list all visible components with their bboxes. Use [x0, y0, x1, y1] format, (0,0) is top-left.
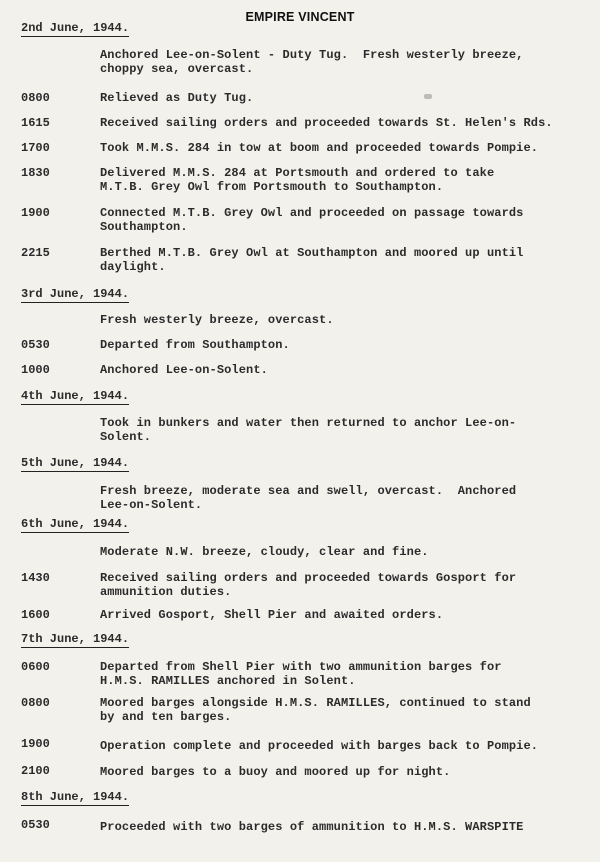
date-heading: 2nd June, 1944. — [21, 21, 130, 35]
log-entry-text: Arrived Gosport, Shell Pier and awaited orders. — [100, 608, 444, 622]
log-entry-text: Operation complete and proceeded with barges back to Pompie. — [100, 739, 539, 753]
log-entry-text: Took M.M.S. 284 in tow at boom and proceeded towards Pompie. — [100, 141, 539, 155]
log-entry-text: Departed from Southampton. — [100, 338, 290, 352]
log-entry-text: Delivered M.M.S. 284 at Portsmouth and ordered to take M.T.B. Grey Owl from Portsmouth to Southampton. — [100, 166, 495, 194]
date-heading: 6th June, 1944. — [21, 517, 130, 531]
log-entry-time: 1900 — [21, 206, 50, 220]
log-entry-time: 0600 — [21, 660, 50, 674]
log-entry-text: Fresh breeze, moderate sea and swell, overcast. Anchored Lee-on-Solent. — [100, 484, 517, 512]
log-entry-text: Relieved as Duty Tug. — [100, 91, 254, 105]
log-entry-time: 0800 — [21, 696, 50, 710]
date-heading: 5th June, 1944. — [21, 456, 130, 470]
log-entry-text: Departed from Shell Pier with two ammunition barges for H.M.S. RAMILLES anchored in Solent. — [100, 660, 502, 688]
log-entry-time: 0530 — [21, 818, 50, 832]
log-entry-time: 1615 — [21, 116, 50, 130]
log-entry-text: Fresh westerly breeze, overcast. — [100, 313, 334, 327]
paper-speck — [424, 94, 432, 99]
log-entry-text: Proceeded with two barges of ammunition to H.M.S. WARSPITE — [100, 820, 524, 834]
log-entry-time: 1600 — [21, 608, 50, 622]
log-entry-text: Connected M.T.B. Grey Owl and proceeded on passage towards Southampton. — [100, 206, 524, 234]
date-heading: 3rd June, 1944. — [21, 287, 130, 301]
date-heading: 7th June, 1944. — [21, 632, 130, 646]
log-entry-text: Took in bunkers and water then returned to anchor Lee-on- Solent. — [100, 416, 517, 444]
date-heading: 4th June, 1944. — [21, 389, 130, 403]
log-entry-time: 2100 — [21, 764, 50, 778]
log-entry-text: Received sailing orders and proceeded towards Gosport for ammunition duties. — [100, 571, 517, 599]
log-entry-time: 0530 — [21, 338, 50, 352]
log-entry-text: Moderate N.W. breeze, cloudy, clear and fine. — [100, 545, 429, 559]
log-entry-text: Moored barges to a buoy and moored up for night. — [100, 765, 451, 779]
document-title: EMPIRE VINCENT — [245, 10, 355, 24]
log-entry-time: 1430 — [21, 571, 50, 585]
log-entry-text: Berthed M.T.B. Grey Owl at Southampton and moored up until daylight. — [100, 246, 524, 274]
log-entry-text: Anchored Lee-on-Solent - Duty Tug. Fresh westerly breeze, choppy sea, overcast. — [100, 48, 524, 76]
log-entry-time: 1830 — [21, 166, 50, 180]
date-heading: 8th June, 1944. — [21, 790, 130, 804]
log-entry-time: 2215 — [21, 246, 50, 260]
log-entry-time: 1900 — [21, 737, 50, 751]
log-entry-text: Moored barges alongside H.M.S. RAMILLES, continued to stand by and ten barges. — [100, 696, 531, 724]
log-entry-text: Received sailing orders and proceeded towards St. Helen's Rds. — [100, 116, 553, 130]
log-entry-time: 0800 — [21, 91, 50, 105]
log-entry-time: 1700 — [21, 141, 50, 155]
log-entry-time: 1000 — [21, 363, 50, 377]
log-entry-text: Anchored Lee-on-Solent. — [100, 363, 268, 377]
